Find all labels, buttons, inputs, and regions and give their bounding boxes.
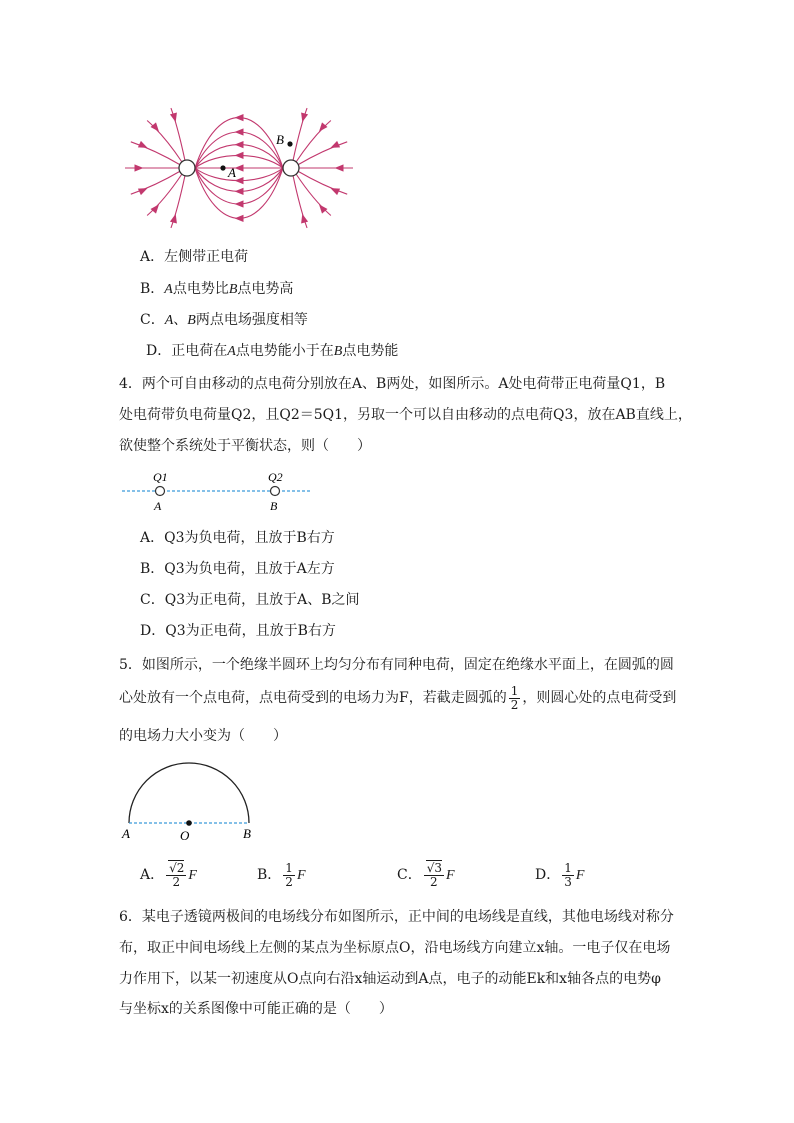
q3-option-c[interactable]: C．A、B两点电场强度相等 — [140, 312, 308, 328]
semicircle-a-label: A — [122, 826, 130, 841]
right-charge — [283, 160, 299, 176]
field-arrow — [170, 214, 177, 224]
semicircle-o-label: O — [180, 828, 190, 843]
point-b-label: B — [276, 132, 284, 147]
q4-stem-line-1: 4．两个可自由移动的点电荷分别放在A、B两处，如图所示。A处电荷带正电荷量Q1，B — [119, 376, 666, 392]
one-half-fraction: $\frac{1}{2}$ — [510, 683, 519, 712]
field-line — [195, 168, 283, 204]
field-line — [195, 168, 283, 181]
b-label: B — [270, 499, 278, 513]
field-arrow — [330, 188, 340, 195]
q1-label: Q1 — [153, 470, 168, 484]
field-arrow — [319, 204, 328, 213]
point-b-dot — [287, 141, 292, 146]
q5-stem-line-2: 心处放有一个点电荷，点电荷受到的电场力为F，若截走圆弧的 $\frac{1}{2}$ ，则圆心处的点电荷受到 — [119, 683, 677, 712]
dipole-field-figure — [118, 100, 368, 240]
q4-option-a[interactable]: A．Q3为负电荷，且放于B右方 — [140, 530, 335, 546]
q3-option-b[interactable]: B．A点电势比B点电势高 — [140, 281, 294, 297]
q4-option-b[interactable]: B．Q3为负电荷，且放于A左方 — [140, 561, 335, 577]
point-a-label: A — [228, 165, 236, 180]
field-arrow — [235, 114, 244, 121]
field-arrow — [301, 214, 308, 224]
field-arrow — [335, 164, 344, 171]
q4-option-c[interactable]: C．Q3为正电荷，且放于A、B之间 — [140, 592, 360, 608]
q3-option-d[interactable]: D．正电荷在A点电势能小于在B点电势能 — [146, 343, 399, 359]
field-arrow — [301, 113, 308, 123]
field-arrow — [135, 164, 144, 171]
a-label: A — [154, 499, 162, 513]
field-arrow — [151, 204, 160, 213]
field-arrow — [170, 113, 177, 123]
field-arrow — [235, 215, 244, 222]
q6-stem-line-3: 力作用下，以某一初速度从O点向右沿x轴运动到A点，电子的动能Ek和x轴各点的电势φ — [119, 971, 661, 987]
q6-stem-line-1: 6．某电子透镜两极间的电场线分布如图所示，正中间的电场线是直线，其他电场线对称分 — [119, 909, 674, 925]
field-line — [298, 142, 347, 165]
field-arrow — [235, 188, 244, 195]
left-charge — [179, 160, 195, 176]
field-arrow — [138, 188, 148, 195]
q2-label: Q2 — [268, 470, 283, 484]
q6-stem-line-2: 布，取正中间电场线上左侧的某点为坐标原点O，沿电场线方向建立x轴。一电子仅在电场 — [119, 940, 671, 956]
q5-stem-line-1: 5．如图所示，一个绝缘半圆环上均匀分布有同种电荷，固定在绝缘水平面上，在圆弧的圆 — [119, 657, 674, 673]
q5-option-a[interactable]: A． $\frac{√2}{2}$ F — [140, 860, 197, 889]
field-arrow — [319, 122, 328, 131]
q4-stem-line-2: 处电荷带负电荷量Q2，且Q2＝5Q1，另取一个可以自由移动的点电荷Q3，放在AB直线上， — [119, 407, 692, 423]
semicircle-b-label: B — [243, 826, 251, 841]
field-arrow — [235, 152, 244, 159]
field-arrow — [138, 141, 148, 148]
q4-option-d[interactable]: D．Q3为正电荷，且放于B右方 — [140, 623, 336, 639]
q5-stem-line-3: 的电场力大小变为（ ） — [119, 728, 287, 744]
field-arrow — [235, 141, 244, 148]
field-arrow — [235, 200, 244, 207]
q5-option-c[interactable]: C． $\frac{√3}{2}$ F — [397, 860, 455, 889]
field-arrow — [151, 122, 160, 131]
field-line — [131, 171, 180, 194]
field-line — [298, 171, 347, 194]
q5-option-b[interactable]: B． $\frac{1}{2}$ F — [257, 860, 306, 889]
field-line — [195, 132, 283, 168]
field-arrow — [330, 141, 340, 148]
q5-option-d[interactable]: D． $\frac{1}{3}$ F — [535, 860, 585, 889]
q4-charge-line-figure — [120, 465, 320, 515]
field-arrow — [235, 128, 244, 135]
field-line — [131, 142, 180, 165]
q3-option-a[interactable]: A．左侧带正电荷 — [140, 249, 249, 265]
field-line — [195, 155, 283, 168]
point-a-dot — [220, 165, 225, 170]
q5-semicircle-figure — [118, 758, 268, 843]
q4-stem-line-3: 欲使整个系统处于平衡状态，则（ ） — [119, 438, 371, 454]
q6-stem-line-4: 与坐标x的关系图像中可能正确的是（ ） — [119, 1001, 393, 1017]
